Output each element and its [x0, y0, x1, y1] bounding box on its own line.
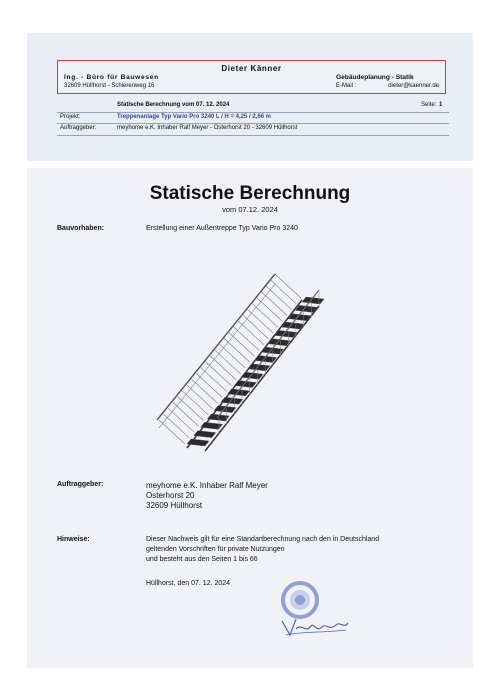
client-label: Auftraggeber: — [60, 125, 97, 131]
auftraggeber-line: Osterhorst 20 — [146, 491, 195, 500]
signature-icon — [280, 615, 350, 639]
bauvorhaben-label: Bauvorhaben: — [57, 225, 105, 232]
office-address: 32609 Hüllhorst - Schierenweg 16 — [64, 83, 155, 89]
page-label: Seite: — [421, 102, 437, 108]
letterhead — [27, 33, 473, 161]
page-title: Statische Berechnung — [149, 183, 351, 204]
project-value: Treppenanlage Typ Vario Pro 3240 L / H = 4,25 / 2,66 m — [117, 114, 272, 120]
page-number: 1 — [439, 102, 443, 108]
cover-content — [27, 168, 473, 668]
project-label: Projekt: — [60, 114, 81, 120]
divider — [57, 112, 449, 113]
divider — [57, 135, 449, 136]
hinweise-line: Dieser Nachweis gilt für eine Standartberechnung nach den in Deutschland — [146, 536, 380, 543]
page-subtitle: vom 07.12. 2024 — [222, 205, 278, 214]
office-services: Gebäudeplanung - Statik — [336, 74, 414, 81]
staircase-illustration — [147, 248, 327, 453]
hinweise-label: Hinweise: — [57, 536, 90, 543]
auftraggeber-line: meyhome e.K. Inhaber Ralf Meyer — [146, 481, 268, 490]
client-value: meyhome e.K. Inhaber Ralf Meyer - Osterhorst 20 - 32609 Hüllhorst — [117, 125, 298, 131]
auftraggeber-label: Auftraggeber: — [57, 481, 104, 488]
email-label: E-Mail : — [336, 83, 357, 89]
engineer-name: Dieter Känner — [221, 64, 282, 73]
hinweise-line: und besteht aus den Seiten 1 bis 66 — [146, 556, 258, 563]
bauvorhaben-value: Erstellung einer Außentreppe Typ Vario Pro 3240 — [146, 225, 298, 232]
hinweise-line: geltenden Vorschriften für private Nutzungen — [146, 546, 285, 553]
email-value: dieter@kaenner.de — [388, 83, 439, 89]
divider — [57, 123, 449, 124]
letterhead-frame — [57, 60, 446, 94]
place-date: Hüllhorst, den 07. 12. 2024 — [146, 580, 231, 587]
auftraggeber-line: 32609 Hüllhorst — [146, 501, 203, 510]
office-name: Ing. - Büro für Bauwesen — [64, 74, 159, 81]
calc-title-line: Statische Berechnung vom 07. 12. 2024 — [117, 102, 230, 108]
